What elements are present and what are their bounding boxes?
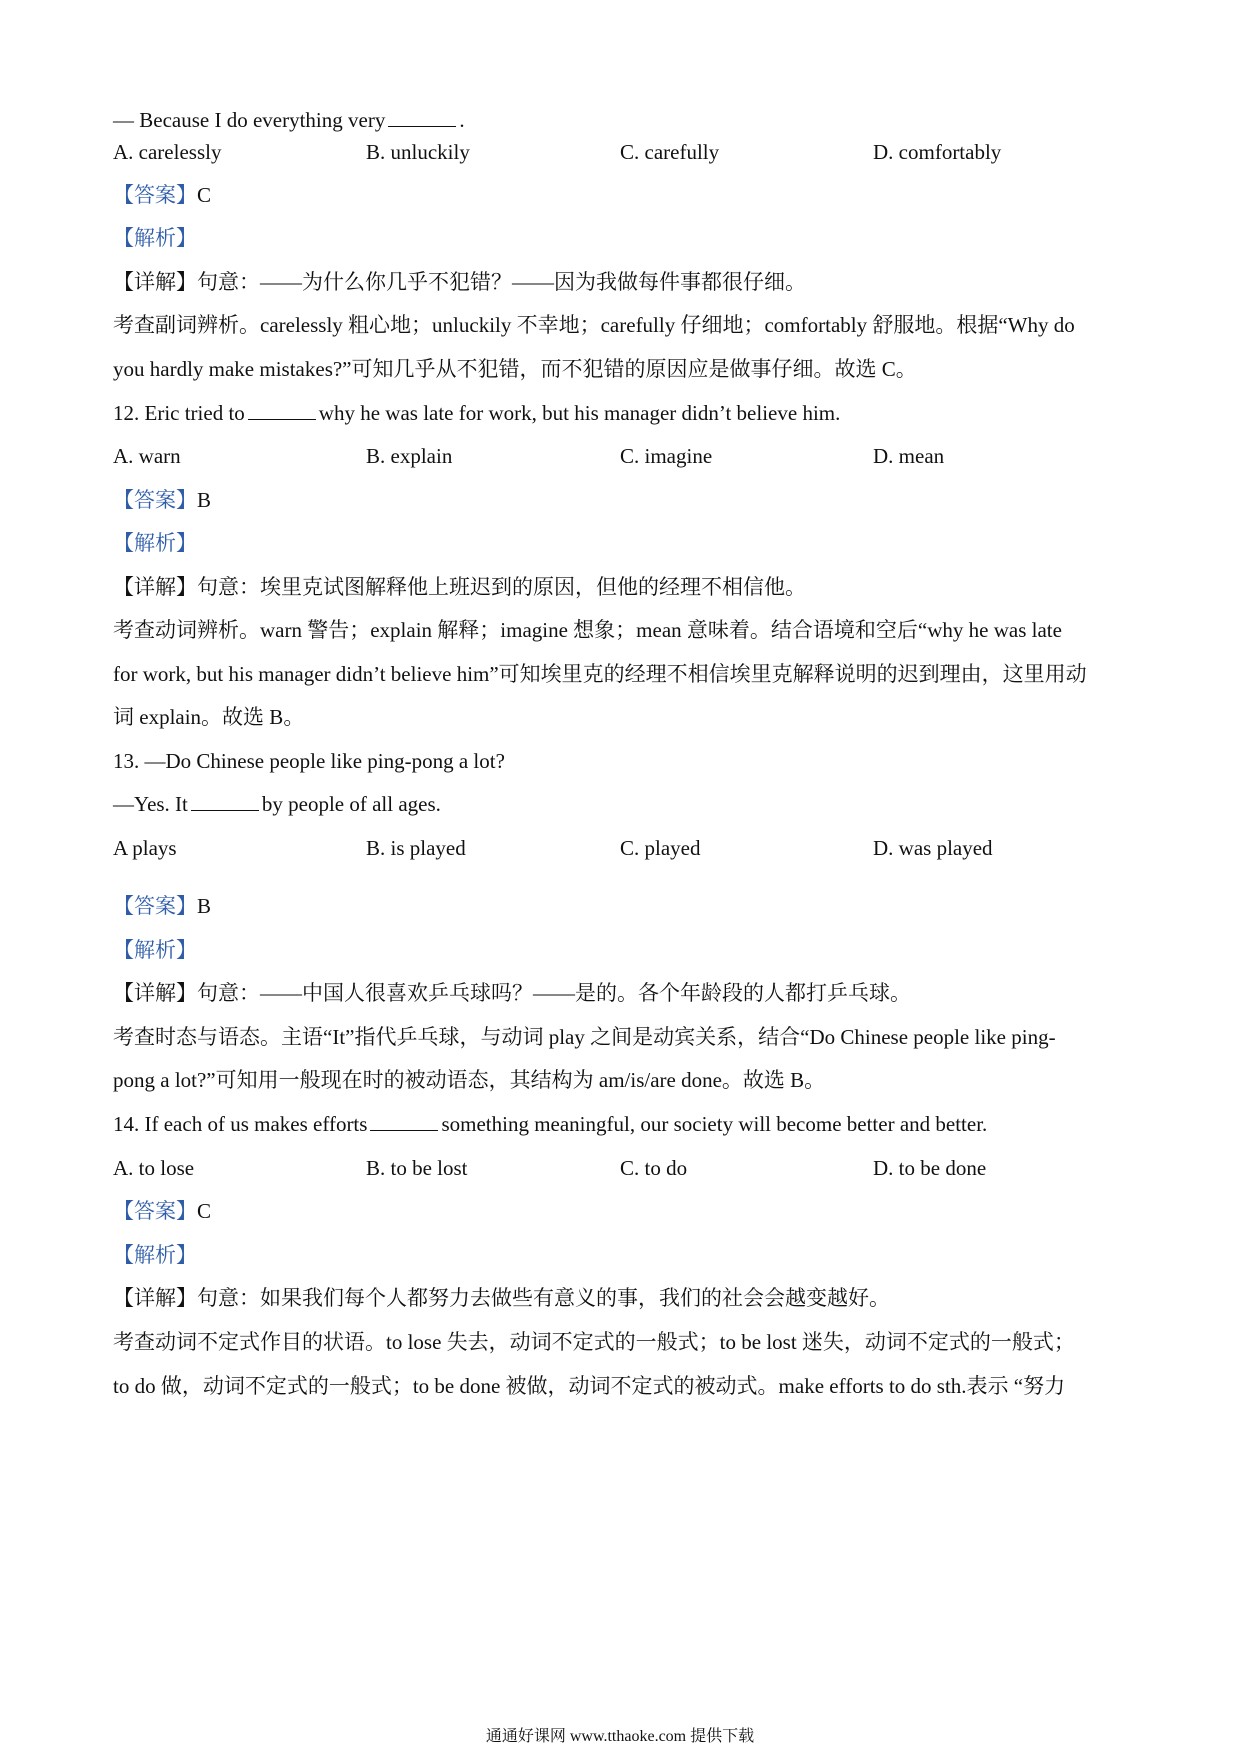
q12-explanation-line-1: 考查动词辨析。warn 警告；explain 解释；imagine 想象；mean 意味着。结合语境和空后“why he was late	[113, 618, 1062, 642]
q13-stem-text-a: —Yes. It	[113, 792, 188, 816]
q12-explanation-line-3: 词 explain。故选 B。	[113, 705, 305, 729]
q14-option-b: B. to be lost	[366, 1156, 468, 1180]
q14-option-c: C. to do	[620, 1156, 688, 1180]
q12-stem-text-a: 12. Eric tried to	[113, 401, 245, 425]
q11-stem-end: .	[459, 108, 465, 132]
q12-option-c: C. imagine	[620, 444, 713, 468]
q11-explanation-line-2: you hardly make mistakes?”可知几乎从不犯错，而不犯错的原因应是做事仔细。故选 C。	[113, 357, 917, 381]
answer-tag: 【答案】	[113, 183, 197, 207]
q12-stem	[113, 399, 1133, 427]
q13-stem-line-2	[113, 790, 1133, 818]
q12-options	[113, 442, 1133, 470]
q12-stem-text-b: why he was late for work, but his manager didn’t believe him.	[318, 401, 841, 425]
q12-answer	[113, 486, 1133, 514]
q12-analysis	[113, 529, 1133, 557]
detail-text: 句意：埃里克试图解释他上班迟到的原因，但他的经理不相信他。	[197, 575, 806, 599]
page-footer: 通通好课网 www.tthaoke.com 提供下载	[485, 1728, 755, 1745]
detail-text: 句意：——为什么你几乎不犯错？——因为我做每件事都很仔细。	[197, 270, 806, 294]
q11-option-c: C. carefully	[620, 140, 720, 164]
answer-tag: 【答案】	[113, 488, 197, 512]
q13-option-d: D. was played	[873, 836, 993, 860]
q12-explanation-line-2: for work, but his manager didn’t believe him”可知埃里克的经理不相信埃里克解释说明的迟到理由，这里用动	[113, 662, 1087, 686]
q11-analysis	[113, 224, 1133, 252]
q14-analysis	[113, 1241, 1133, 1269]
answer-blank	[388, 126, 456, 127]
q13-stem-text-b: by people of all ages.	[261, 792, 441, 816]
answer-blank	[370, 1130, 438, 1131]
q11-options	[113, 138, 1133, 166]
q14-detail	[113, 1284, 1133, 1312]
q12-detail	[113, 573, 1133, 601]
q13-options	[113, 834, 1133, 862]
q11-answer	[113, 181, 1133, 209]
q13-answer	[113, 892, 1133, 920]
q13-analysis	[113, 936, 1133, 964]
q13-option-b: B. is played	[366, 836, 466, 860]
q11-stem-text: — Because I do everything very	[113, 108, 386, 132]
detail-tag: 【详解】	[113, 575, 197, 599]
q12-option-d: D. mean	[873, 444, 945, 468]
q13-option-c: C. played	[620, 836, 701, 860]
answer-value: C	[197, 183, 212, 207]
q11-stem	[113, 106, 1133, 134]
detail-tag: 【详解】	[113, 981, 197, 1005]
q14-option-d: D. to be done	[873, 1156, 987, 1180]
q14-answer	[113, 1197, 1133, 1225]
detail-text: 句意：如果我们每个人都努力去做些有意义的事，我们的社会会越变越好。	[197, 1286, 890, 1310]
detail-tag: 【详解】	[113, 1286, 197, 1310]
detail-tag: 【详解】	[113, 270, 197, 294]
analysis-tag: 【解析】	[113, 1243, 197, 1267]
answer-value: C	[197, 1199, 212, 1223]
q13-explanation-line-2: pong a lot?”可知用一般现在时的被动语态，其结构为 am/is/are done。故选 B。	[113, 1068, 826, 1092]
answer-tag: 【答案】	[113, 1199, 197, 1223]
answer-blank	[191, 810, 259, 811]
q11-explanation-line-1: 考查副词辨析。carelessly 粗心地；unluckily 不幸地；carefully 仔细地；comfortably 舒服地。根据“Why do	[113, 313, 1075, 337]
q12-option-b: B. explain	[366, 444, 453, 468]
answer-value: B	[197, 894, 212, 918]
q14-options	[113, 1154, 1133, 1182]
q11-option-d: D. comfortably	[873, 140, 1002, 164]
q11-option-a: A. carelessly	[113, 140, 222, 164]
q13-detail	[113, 979, 1133, 1007]
q13-explanation-line-1: 考查时态与语态。主语“It”指代乒乓球，与动词 play 之间是动宾关系，结合“Do Chinese people like ping-	[113, 1025, 1056, 1049]
detail-text: 句意：——中国人很喜欢乒乓球吗？——是的。各个年龄段的人都打乒乓球。	[197, 981, 911, 1005]
analysis-tag: 【解析】	[113, 226, 197, 250]
q11-option-b: B. unluckily	[366, 140, 470, 164]
q14-explanation-line-2: to do 做，动词不定式的一般式；to be done 被做，动词不定式的被动式。make efforts to do sth.表示 “努力	[113, 1374, 1066, 1398]
analysis-tag: 【解析】	[113, 531, 197, 555]
answer-value: B	[197, 488, 212, 512]
q14-stem	[113, 1110, 1133, 1138]
q13-option-a: A plays	[113, 836, 177, 860]
q14-stem-text-a: 14. If each of us makes efforts	[113, 1112, 368, 1136]
q14-explanation-line-1: 考查动词不定式作目的状语。to lose 失去，动词不定式的一般式；to be lost 迷失，动词不定式的一般式；	[113, 1330, 1075, 1354]
q14-stem-text-b: something meaningful, our society will become better and better.	[441, 1112, 988, 1136]
q12-option-a: A. warn	[113, 444, 181, 468]
answer-blank	[248, 419, 316, 420]
answer-tag: 【答案】	[113, 894, 197, 918]
q13-stem-line-1: 13. —Do Chinese people like ping-pong a lot?	[113, 749, 505, 773]
q11-detail	[113, 268, 1133, 296]
analysis-tag: 【解析】	[113, 938, 197, 962]
q14-option-a: A. to lose	[113, 1156, 195, 1180]
